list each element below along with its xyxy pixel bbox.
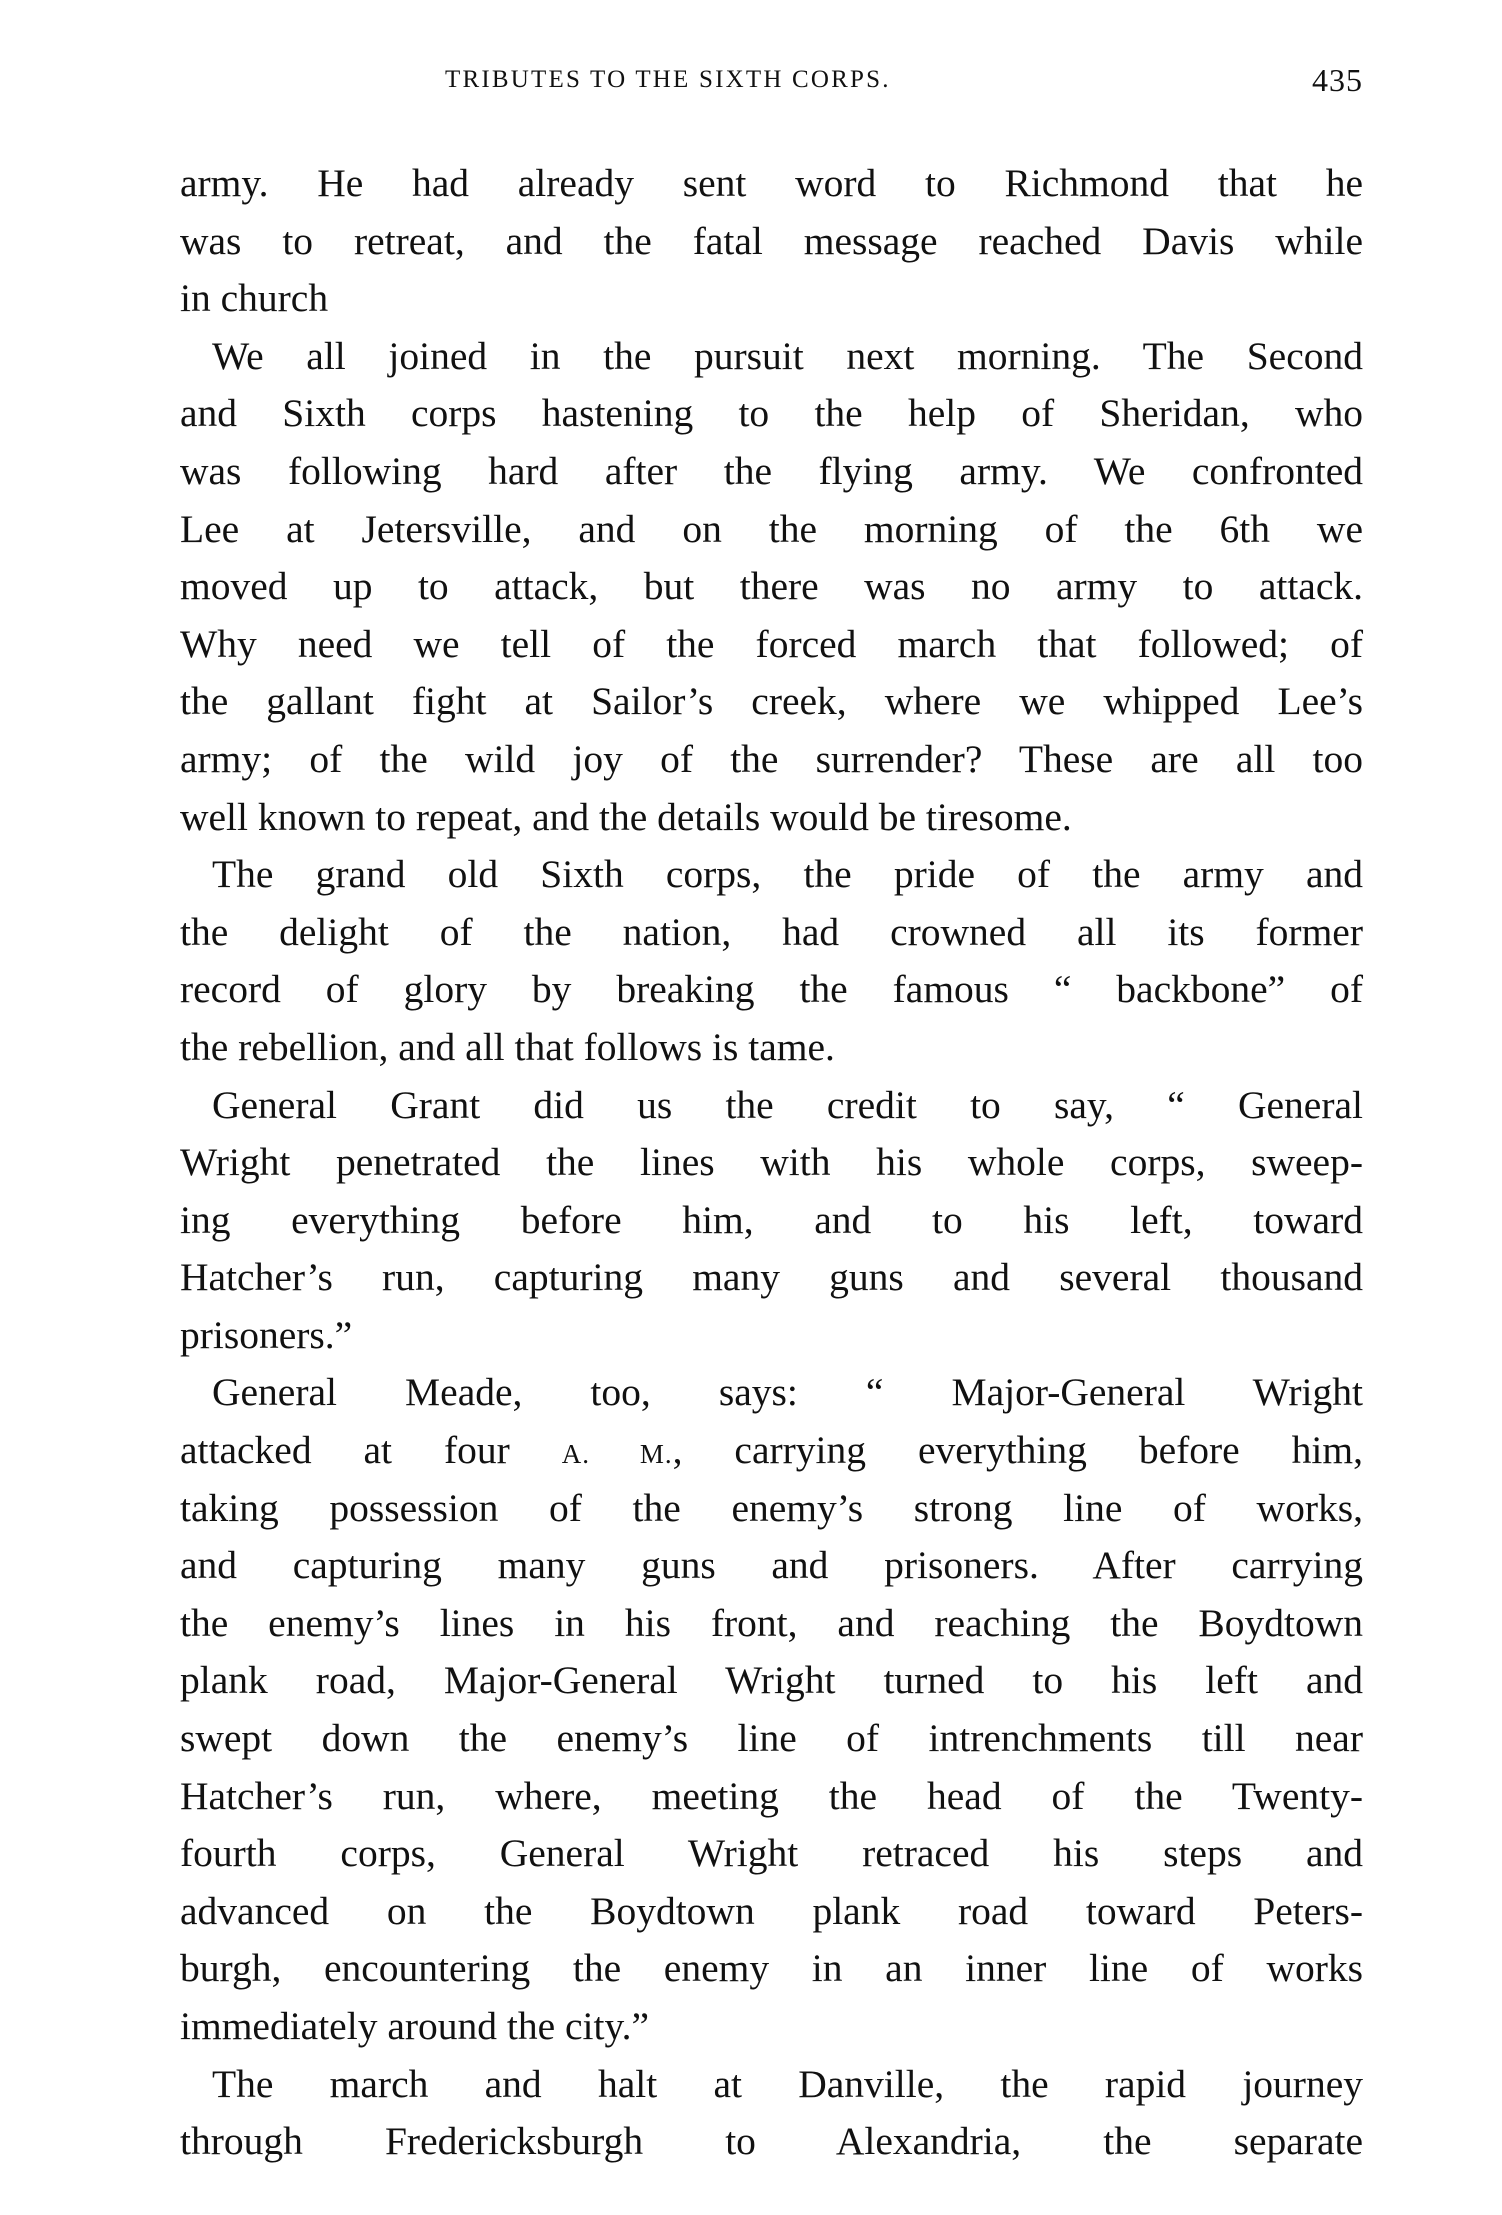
- text-line: attacked at four A. M., carrying everything before him,: [180, 1428, 1363, 1473]
- running-head: [180, 58, 1363, 108]
- text-line: prisoners.”: [180, 1312, 353, 1357]
- text-line: army; of the wild joy of the surrender? These are all too: [180, 736, 1363, 781]
- text-line: was following hard after the flying army. We confronted: [180, 448, 1363, 493]
- paragraph-p3: [180, 846, 1363, 1076]
- text-line: the delight of the nation, had crowned all its former: [180, 909, 1363, 954]
- text-line: the enemy’s lines in his front, and reaching the Boydtown: [180, 1600, 1363, 1645]
- text-line: Wright penetrated the lines with his whole corps, sweep-: [180, 1140, 1363, 1185]
- text-line: burgh, encountering the enemy in an inner line of works: [180, 1946, 1363, 1991]
- text-line: the rebellion, and all that follows is tame.: [180, 1024, 835, 1069]
- small-caps-text: A. M.: [561, 1439, 673, 1470]
- text-line: Why need we tell of the forced march that followed; of: [180, 621, 1363, 666]
- text-line: Lee at Jetersville, and on the morning of the 6th we: [180, 506, 1363, 551]
- paragraph-p1: [180, 155, 1363, 328]
- text-line: General Grant did us the credit to say, “ General: [212, 1082, 1363, 1127]
- text-line: well known to repeat, and the details would be tiresome.: [180, 794, 1072, 839]
- text-line: the gallant fight at Sailor’s creek, where we whipped Lee’s: [180, 679, 1363, 724]
- paragraph-p6: [180, 2056, 1363, 2171]
- body-text: [180, 155, 1363, 2171]
- text-line: General Meade, too, says: “ Major-General Wright: [212, 1370, 1363, 1415]
- text-line: taking possession of the enemy’s strong line of works,: [180, 1485, 1363, 1530]
- text-line: We all joined in the pursuit next morning. The Second: [212, 333, 1363, 378]
- text-line: immediately around the city.”: [180, 2004, 650, 2048]
- paragraph-p2: [180, 328, 1363, 846]
- text-line: record of glory by breaking the famous “ backbone” of: [180, 967, 1363, 1012]
- text-line: and capturing many guns and prisoners. After carrying: [180, 1543, 1363, 1588]
- text-line: in church: [180, 276, 329, 321]
- text-line: The grand old Sixth corps, the pride of the army and: [212, 852, 1363, 897]
- text-line: moved up to attack, but there was no army to attack.: [180, 564, 1363, 609]
- text-line: The march and halt at Danville, the rapid journey: [212, 2061, 1363, 2106]
- text-line: through Fredericksburgh to Alexandria, the separate: [180, 2119, 1363, 2164]
- paragraph-p5: [180, 1364, 1363, 2055]
- text-line: and Sixth corps hastening to the help of Sheridan, who: [180, 391, 1363, 436]
- text-line: Hatcher’s run, where, meeting the head of the Twenty-: [180, 1773, 1363, 1818]
- text-line: army. He had already sent word to Richmond that he: [180, 161, 1363, 205]
- text-line: fourth corps, General Wright retraced his steps and: [180, 1831, 1363, 1876]
- running-title: TRIBUTES TO THE SIXTH CORPS.: [445, 66, 891, 93]
- text-line: Hatcher’s run, capturing many guns and several thousand: [180, 1255, 1363, 1300]
- text-line: ing everything before him, and to his left, toward: [180, 1197, 1363, 1242]
- text-line: advanced on the Boydtown plank road toward Peters-: [180, 1888, 1363, 1933]
- text-line: swept down the enemy’s line of intrenchments till near: [180, 1716, 1363, 1761]
- page-number: 435: [1312, 62, 1363, 98]
- text-line: plank road, Major-General Wright turned to his left and: [180, 1658, 1363, 1703]
- text-line: was to retreat, and the fatal message reached Davis while: [180, 218, 1363, 263]
- paragraph-p4: [180, 1077, 1363, 1365]
